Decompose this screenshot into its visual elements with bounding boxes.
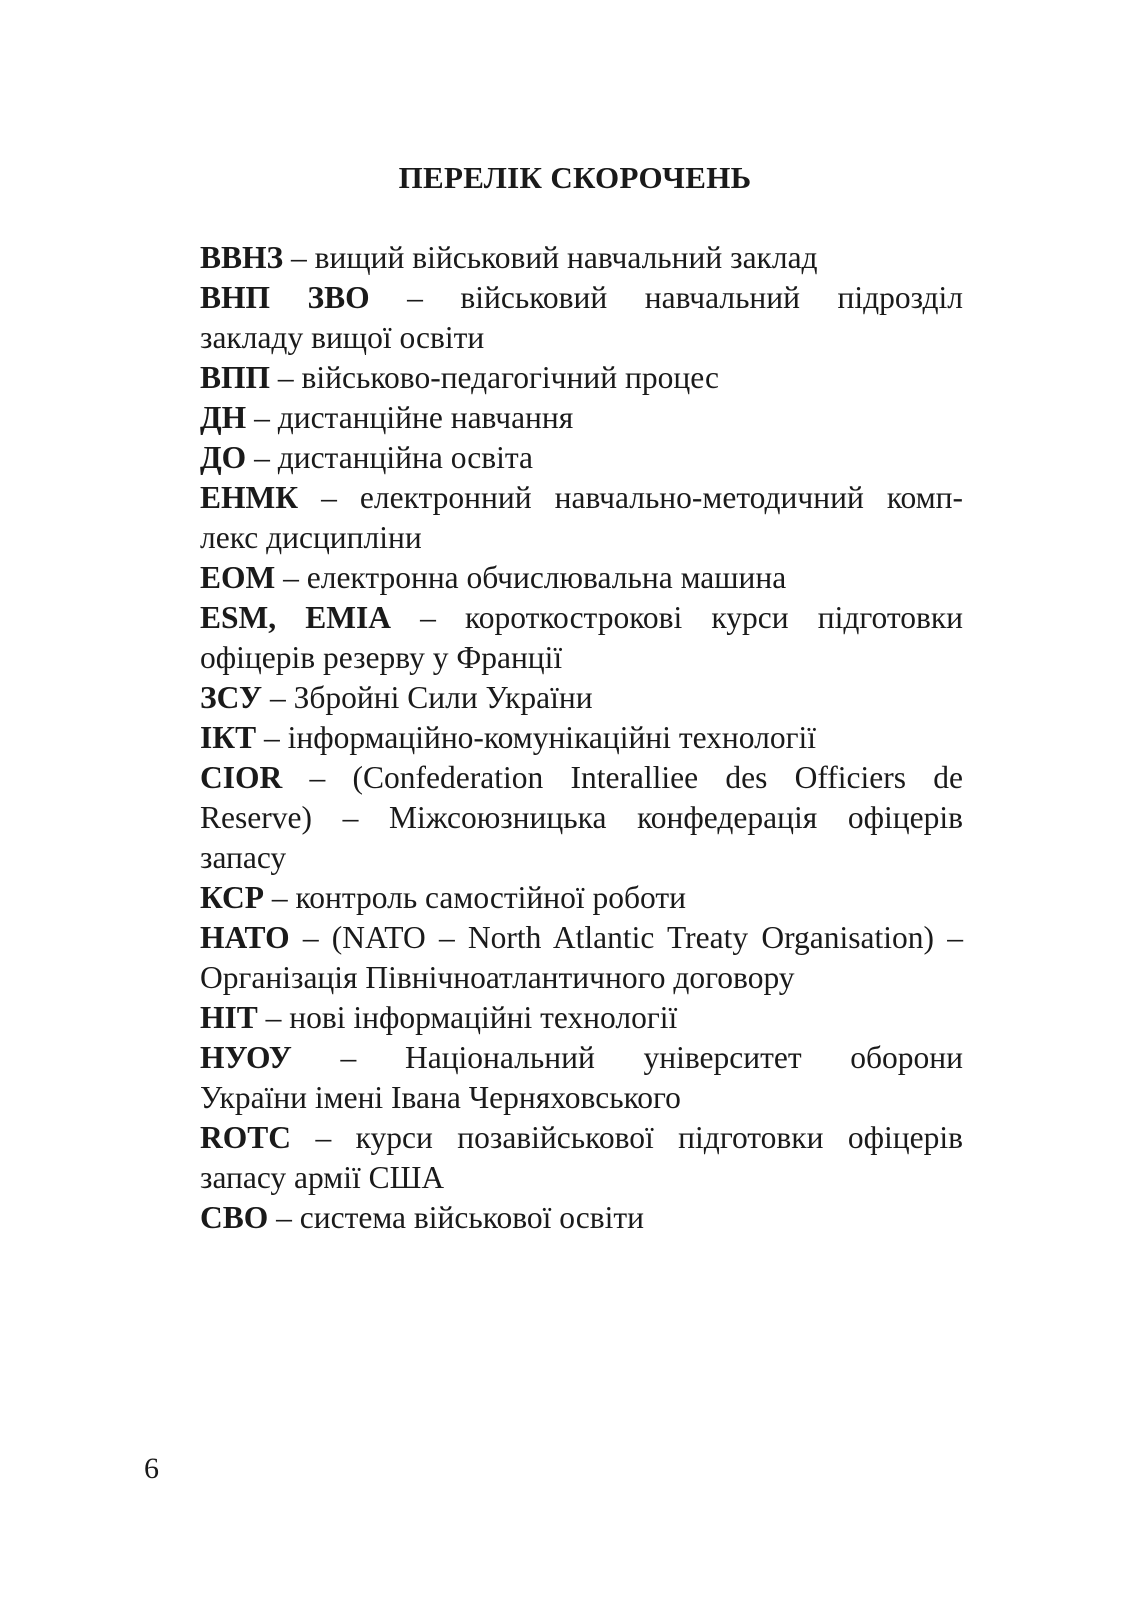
abbreviation-entry [200, 398, 963, 438]
separator: – [369, 280, 461, 315]
separator: – [270, 360, 302, 395]
abbreviation-definition: Збройні Сили України [293, 680, 593, 715]
separator: – [283, 240, 315, 275]
abbreviation-entry [200, 598, 963, 678]
abbreviation-definition: військово-педагогічний процес [301, 360, 719, 395]
abbreviation-definition: дистанційна освіта [277, 440, 533, 475]
separator: – [291, 1040, 405, 1075]
abbreviation-term: ЕНМК [200, 480, 299, 515]
separator: – [291, 1120, 356, 1155]
abbreviation-definition: (Confederation Interalliee des Officiers de [352, 760, 963, 795]
abbreviation-entry [200, 558, 963, 598]
abbreviation-definition: контроль самостійної роботи [295, 880, 686, 915]
abbreviation-entry [200, 678, 963, 718]
separator: – [391, 600, 466, 635]
abbreviation-entry [200, 878, 963, 918]
page-number: 6 [144, 1452, 159, 1485]
abbreviation-definition: інформаційно-комунікаційні технології [287, 720, 816, 755]
separator: – [298, 480, 360, 515]
abbreviation-term: ROTC [200, 1120, 292, 1155]
abbreviation-entry [200, 438, 963, 478]
abbreviation-term: ЕОМ [200, 560, 276, 595]
abbreviation-entry [200, 278, 963, 358]
abbreviation-definition: Національний університет оборони [404, 1040, 964, 1075]
abbreviation-definition-continued: офіцерів резерву у Франції [200, 640, 563, 675]
abbreviation-definition: дистанційне навчання [277, 400, 574, 435]
separator: – [246, 440, 278, 475]
separator: – [256, 720, 288, 755]
abbreviation-definition: електронний навчально-методичний комп- [359, 480, 963, 515]
separator: – [257, 1000, 290, 1035]
separator: – [264, 880, 296, 915]
abbreviation-term: СВО [200, 1200, 269, 1235]
abbreviation-entry [200, 1038, 963, 1118]
separator: – [262, 680, 294, 715]
abbreviation-entry [200, 358, 963, 398]
abbreviation-entry [200, 478, 963, 558]
abbreviation-term: ЗСУ [200, 680, 263, 715]
abbreviation-term: ВВНЗ [200, 240, 284, 275]
abbreviation-definition: вищий військовий навчальний заклад [314, 240, 818, 275]
abbreviation-definition: електронна обчислювальна машина [306, 560, 787, 595]
separator: – [275, 560, 307, 595]
abbreviation-term: ДО [200, 440, 247, 475]
abbreviation-term: ДН [200, 400, 247, 435]
abbreviation-entry [200, 998, 963, 1038]
abbreviation-list [200, 238, 963, 1238]
abbreviation-entry [200, 238, 963, 278]
abbreviation-entry [200, 1198, 963, 1238]
abbreviation-definition-continued: запасу армії США [200, 1160, 445, 1195]
abbreviation-term: НУОУ [200, 1040, 292, 1075]
abbreviation-definition-continued: Reserve) – Міжсоюзницька конфедерація офіцерів [200, 800, 963, 835]
abbreviation-definition-continued: запасу [200, 840, 287, 875]
abbreviation-term: ВПП [200, 360, 271, 395]
abbreviation-entry [200, 718, 963, 758]
abbreviation-definition: (NATO – North Atlantic Treaty Organisation) – [331, 920, 963, 955]
abbreviation-definition-continued: лекс дисципліни [200, 520, 422, 555]
abbreviation-definition: нові інформаційні технології [289, 1000, 678, 1035]
separator: – [246, 400, 278, 435]
abbreviation-entry [200, 1118, 963, 1198]
abbreviation-term: CIOR [200, 760, 283, 795]
abbreviation-definition-continued: Організація Північноатлантичного договору [200, 960, 795, 995]
abbreviation-entry [200, 758, 963, 878]
separator: – [268, 1200, 300, 1235]
abbreviation-definition: система військової освіти [299, 1200, 644, 1235]
separator: – [282, 760, 353, 795]
abbreviation-term: НАТО [200, 920, 290, 955]
abbreviation-entry [200, 918, 963, 998]
page-title: ПЕРЕЛІК СКОРОЧЕНЬ [398, 160, 752, 195]
abbreviation-definition: короткострокові курси підготовки [465, 600, 963, 635]
abbreviation-definition-continued: України імені Івана Черняховського [200, 1080, 681, 1115]
abbreviation-definition-continued: закладу вищої освіти [200, 320, 485, 355]
abbreviation-definition: курси позавійськової підготовки офіцерів [355, 1120, 963, 1155]
abbreviation-term: ВНП ЗВО [200, 280, 370, 315]
abbreviation-term: ESM, EMIA [200, 600, 392, 635]
abbreviation-term: НІТ [200, 1000, 258, 1035]
abbreviation-term: ІКТ [200, 720, 257, 755]
abbreviation-term: КСР [200, 880, 265, 915]
abbreviation-definition: військовий навчальний підрозділ [460, 280, 963, 315]
separator: – [289, 920, 332, 955]
